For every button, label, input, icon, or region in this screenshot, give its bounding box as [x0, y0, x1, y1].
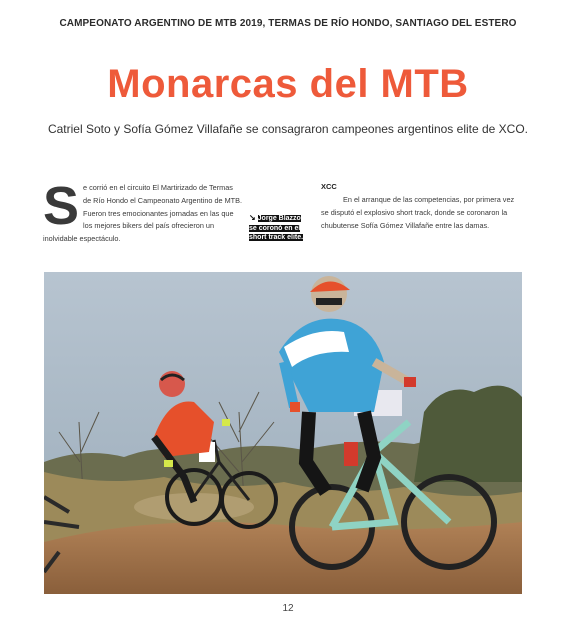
drop-cap: S — [43, 176, 80, 236]
body-column-1 — [43, 176, 243, 246]
arrow-down-right-icon: ↘ — [249, 213, 256, 222]
caption-text: Jorge Blazzo se coronó en el short track elite. — [249, 215, 304, 241]
body-text-1: e corrió en el circuito El Martirizado de Termas de Río Hondo el Campeonato Argentino de MTB. Fueron tres emocionantes jornadas en las que los mejores bikers del país ofrecieron un inolvidable espectáculo. — [43, 183, 243, 244]
article-title: Monarcas del MTB — [107, 62, 469, 106]
race-photo-illustration — [44, 272, 522, 594]
photo-caption — [249, 213, 309, 243]
race-photo — [44, 272, 522, 594]
body-text-2: En el arranque de las competencias, por primera vez se disputó el explosivo short track, donde se coronaron la chubutense Sofía Gómez Villafañe entre las damas. — [321, 195, 515, 230]
article-kicker: CAMPEONATO ARGENTINO DE MTB 2019, TERMAS DE RÍO HONDO, SANTIAGO DEL ESTERO — [59, 18, 517, 29]
section-heading: XCC — [321, 182, 337, 191]
page-number: 12 — [282, 603, 294, 614]
article-subtitle: Catriel Soto y Sofía Gómez Villafañe se consagraron campeones argentinos elite de XCO. — [47, 122, 529, 136]
